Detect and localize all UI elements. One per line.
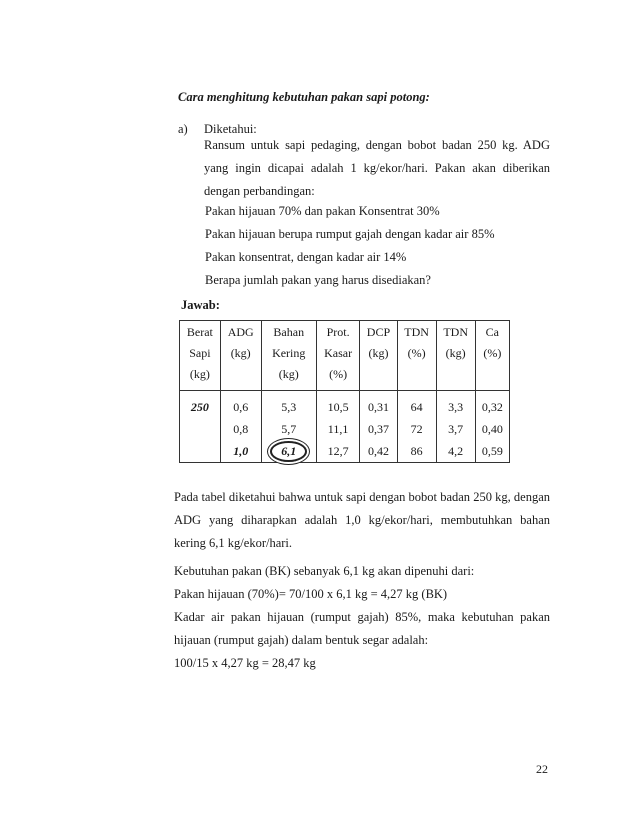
given-line-question: Berapa jumlah pakan yang harus disediakan? [205,273,431,287]
col-header-tdn-kg: TDN (kg) [436,321,475,391]
answer-label: Jawab: [181,298,220,312]
given-paragraph: Ransum untuk sapi pedaging, dengan bobot badan 250 kg. ADG yang ingin dicapai adalah 1 kg/ekor/hari. Pakan akan diberikan dengan perbandingan: [204,138,550,198]
section-heading: Cara menghitung kebutuhan pakan sapi potong: [178,90,430,104]
cell-tdn-pct: 64 72 86 [397,391,436,463]
col-header-bahan-kering: Bahan Kering (kg) [261,321,316,391]
circled-value: 6,1 [270,441,307,462]
cell-adg: 0,6 0,8 1,0 [220,391,261,463]
table-header-row [180,321,510,391]
col-header-tdn-pct: TDN (%) [397,321,436,391]
col-header-adg: ADG (kg) [220,321,261,391]
calc-line-forage: Pakan hijauan (70%)= 70/100 x 6,1 kg = 4,27 kg (BK) [174,587,448,601]
cell-tdn-kg: 3,3 3,7 4,2 [436,391,475,463]
cell-prot-kasar: 10,5 11,1 12,7 [316,391,359,463]
col-header-ca: Ca (%) [475,321,509,391]
nutrient-requirement-table [179,320,510,463]
given-label: Diketahui: [204,122,257,136]
given-line-forage: Pakan hijauan berupa rumput gajah dengan kadar air 85% [205,227,495,241]
cell-bahan-kering: 5,3 5,7 6,1 [261,391,316,463]
calc-line-water: Kadar air pakan hijauan (rumput gajah) 85%, maka kebutuhan pakan hijauan (rumput gajah) dalam bentuk segar adalah: [174,610,550,647]
list-marker: a) [178,122,188,136]
calc-line-need: Kebutuhan pakan (BK) sebanyak 6,1 kg akan dipenuhi dari: [174,564,475,578]
given-line-ratio: Pakan hijauan 70% dan pakan Konsentrat 30% [205,204,440,218]
col-header-prot-kasar: Prot. Kasar (%) [316,321,359,391]
col-header-berat: Berat Sapi (kg) [180,321,221,391]
cell-ca: 0,32 0,40 0,59 [475,391,509,463]
calc-line-result: 100/15 x 4,27 kg = 28,47 kg [174,656,316,670]
page-number: 22 [536,762,548,776]
table-row [180,391,510,463]
given-line-concentrate: Pakan konsentrat, dengan kadar air 14% [205,250,407,264]
cell-dcp: 0,31 0,37 0,42 [360,391,397,463]
explanation-paragraph: Pada tabel diketahui bahwa untuk sapi dengan bobot badan 250 kg, dengan ADG yang diharapkan adalah 1,0 kg/ekor/hari, membutuhkan bahan kering 6,1 kg/ekor/hari. [174,490,550,550]
cell-berat: 250 [180,391,221,463]
col-header-dcp: DCP (kg) [360,321,397,391]
